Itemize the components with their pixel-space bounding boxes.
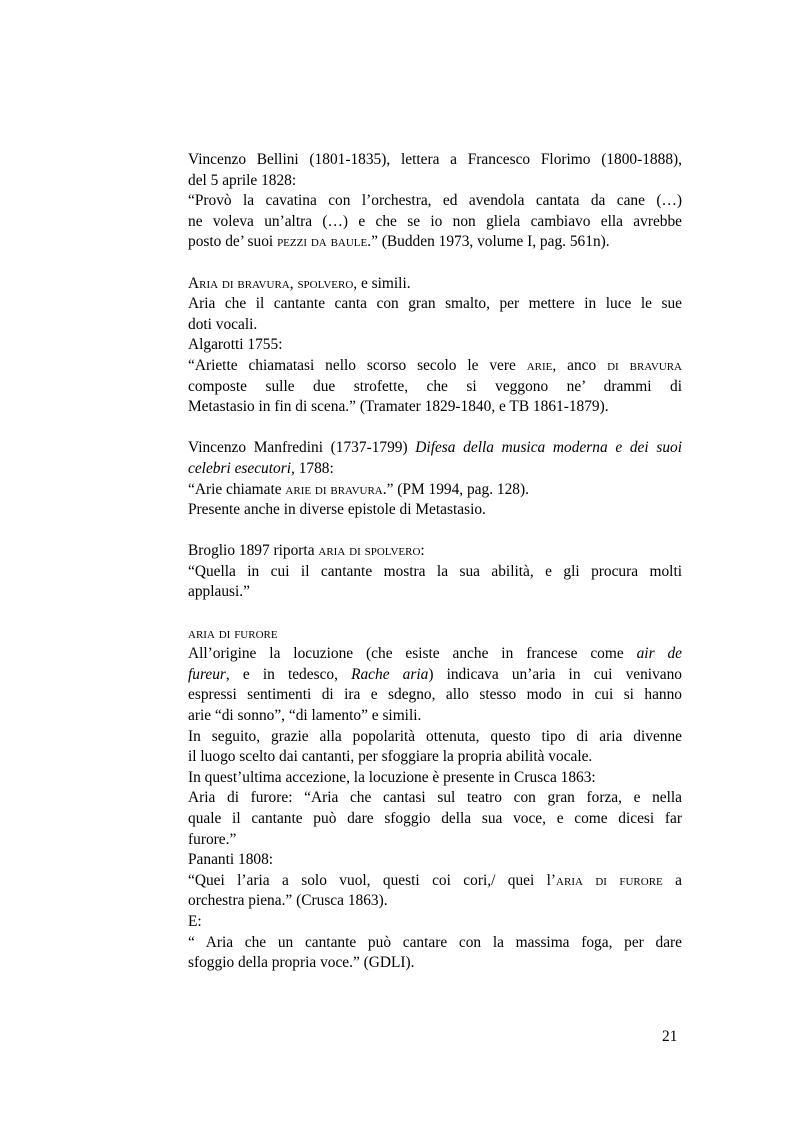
text-line: Aria che il cantante canta con gran smalto, per mettere in luce le sue <box>188 295 682 313</box>
page-body <box>188 150 682 974</box>
text-run: .” (Budden 1973, volume I, pag. 561n). <box>367 233 610 251</box>
text-line <box>188 438 682 459</box>
text-run: All’origine la locuzione (che esiste anche in francese come <box>188 645 637 663</box>
text-run: “Ariette chiamatasi nello scorso secolo le vere <box>188 356 527 374</box>
text-run: : <box>420 542 425 560</box>
text-run: Vincenzo Manfredini (1737-1799) <box>188 439 416 457</box>
text-run: , e in tedesco, <box>225 665 352 683</box>
text-line <box>188 232 682 253</box>
text-line: Presente anche in diverse epistole di Metastasio. <box>188 501 486 519</box>
text-line <box>188 665 682 686</box>
text-line: Aria di furore: “Aria che cantasi sul teatro con gran forza, e nella <box>188 789 682 807</box>
text-line <box>188 644 682 665</box>
term-smallcaps: aria di furore <box>556 871 663 889</box>
paragraph-aria-di-bravura <box>188 274 682 418</box>
text-line: arie “di sonno”, “di lamento” e simili. <box>188 707 422 725</box>
text-run: a <box>662 871 682 889</box>
text-line: sfoggio della propria voce.” (GDLI). <box>188 954 415 972</box>
text-run: “Quei l’aria a solo vuol, questi coi cori,/ quei l’ <box>188 871 557 889</box>
text-line <box>188 459 682 480</box>
foreign-term: air de <box>636 645 682 663</box>
text-line: Algarotti 1755: <box>188 336 283 354</box>
text-line: Vincenzo Bellini (1801-1835), lettera a Francesco Florimo (1800-1888), <box>188 151 682 168</box>
term-smallcaps: pezzi da baule <box>277 233 368 251</box>
text-line: quale il cantante può dare sfoggio della sua voce, e come dicesi far <box>188 810 682 827</box>
text-line: In quest’ultima accezione, la locuzione è presente in Crusca 1863: <box>188 768 596 786</box>
text-line: Metastasio in fin di scena.” (Tramater 1829-1840, e TB 1861-1879). <box>188 398 609 416</box>
text-run: Broglio 1897 riporta <box>188 542 319 560</box>
text-line: “Provò la cavatina con l’orchestra, ed avendola cantata da cane (…) <box>188 192 682 210</box>
text-run: .” (PM 1994, pag. 128). <box>382 480 529 498</box>
text-line: applausi.” <box>188 583 250 601</box>
text-line: furore.” <box>188 830 237 848</box>
text-line <box>188 356 682 377</box>
text-run: “Arie chiamate <box>188 480 286 498</box>
text-line: doti vocali. <box>188 315 258 333</box>
book-title: celebri esecutori, <box>188 459 295 477</box>
term-smallcaps: di bravura <box>607 356 682 374</box>
text-line <box>188 541 682 562</box>
heading-term: Aria di bravura <box>188 274 290 292</box>
foreign-term: Rache aria <box>351 665 429 683</box>
term-smallcaps: aria di spolvero <box>318 542 421 560</box>
text-line: orchestra piena.” (Crusca 1863). <box>188 892 388 910</box>
text-line: E: <box>188 912 202 930</box>
text-line: “ Aria che un cantante può cantare con la massima foga, per dare <box>188 933 682 951</box>
text-run: , <box>289 274 298 292</box>
text-line: il luogo scelto dai cantanti, per sfoggiare la propria abilità vocale. <box>188 748 593 766</box>
foreign-term: fureur <box>188 665 226 683</box>
text-line: In seguito, grazie alla popolarità ottenuta, questo tipo di aria divenne <box>188 727 682 745</box>
paragraph-bellini <box>188 150 682 253</box>
paragraph-manfredini <box>188 438 682 520</box>
text-run: , e simili. <box>353 274 411 292</box>
book-title: Difesa della musica moderna e dei suoi <box>415 439 682 457</box>
text-line: espressi sentimenti di ira e sdegno, allo stesso modo in cui si hanno <box>188 686 682 704</box>
text-line <box>188 480 682 501</box>
page-number: 21 <box>662 1028 678 1045</box>
text-line: Pananti 1808: <box>188 851 274 869</box>
text-run: ) indicava un’aria in cui venivano <box>428 665 682 683</box>
heading-term: spolvero <box>297 274 354 292</box>
section-heading <box>188 274 682 295</box>
term-smallcaps: arie <box>526 356 553 374</box>
text-line: composte sulle due strofette, che si veggono ne’ drammi di <box>188 377 682 395</box>
text-line: “Quella in cui il cantante mostra la sua abilità, e gli procura molti <box>188 562 682 580</box>
text-run: , anco <box>552 356 608 374</box>
text-line: del 5 aprile 1828: <box>188 171 297 189</box>
text-run: 1788: <box>294 459 334 477</box>
term-smallcaps: arie di bravura <box>285 480 383 498</box>
text-line: ne voleva un’altra (…) e che se io non gliela cambiavo ella avrebbe <box>188 212 682 230</box>
text-line <box>188 871 682 892</box>
text-run: posto de’ suoi <box>188 233 278 251</box>
paragraph-broglio <box>188 541 682 603</box>
section-heading: aria di furore <box>188 624 278 642</box>
paragraph-aria-di-furore <box>188 624 682 974</box>
